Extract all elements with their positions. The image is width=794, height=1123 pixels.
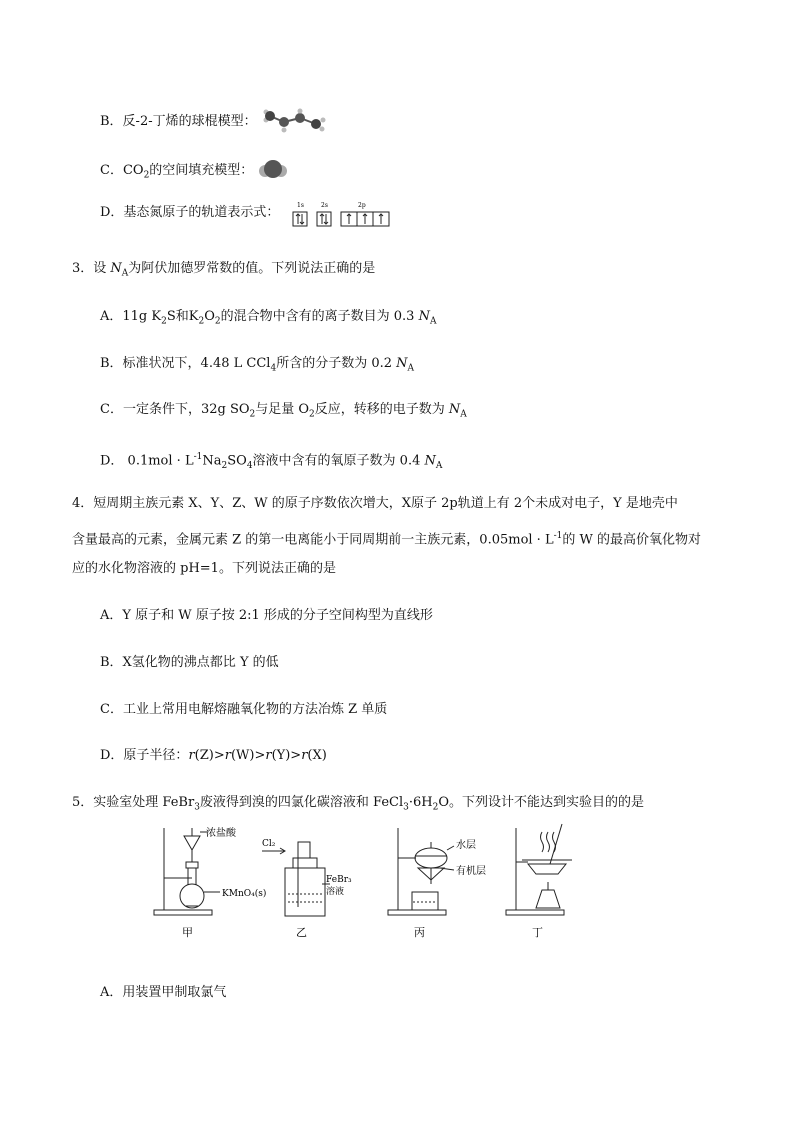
q4-stem-line-1: 4．短周期主族元素 X、Y、Z、W 的原子序数依次增大，X原子 2p轨道上有 2个未成对电子，Y 是地壳中 (72, 496, 678, 511)
label-yi: 乙 (296, 926, 307, 939)
q5-stem: 5．实验室处理 FeBr$_3$废液得到溴的四氯化碳溶液和 $FeCl_3\cdot 6H_2O$。下列设计不能达到实验目的的是 (72, 795, 645, 813)
orbital-diagram (290, 199, 390, 233)
space-filling-model-icon (258, 156, 288, 188)
q4-option-c: C．工业上常用电解熔融氧化物的方法冶炼 Z 单质 (100, 702, 388, 717)
label-bing: 丙 (414, 926, 425, 939)
label-cl2: Cl₂ (262, 839, 276, 849)
label-jia: 甲 (182, 926, 193, 939)
label-hcl: 浓盐酸 (206, 828, 236, 839)
q3-stem: 3．设 $N_A$为阿伏加德罗常数的值。下列说法正确的是 (72, 261, 376, 279)
q3-option-a: A．11g $K_2S$和$K_2O_2$的混合物中含有的离子数目为 0.3 $N_A$ (100, 309, 437, 327)
orbital-label-2s: 2s (321, 202, 328, 209)
q4-option-b: B．X氢化物的沸点都比 Y 的低 (100, 655, 279, 670)
q4-stem-line-3: 应的水化物溶液的 pH=1。下列说法正确的是 (72, 561, 336, 576)
label-organic-layer: 有机层 (456, 866, 486, 877)
ball-stick-model-icon (262, 108, 328, 138)
q4-option-d: D．原子半径：r(Z)>r(W)>r(Y)>r(X) (100, 748, 327, 763)
q3-option-d: D． $0.1mol \cdot L^{-1}Na_2SO_4$溶液中含有的氧原子数为 0.4 $N_A$ (100, 452, 443, 471)
q3-option-b: B．标准状况下，4.48 L CCl$_4$所含的分子数为 0.2 $N_A$ (100, 356, 415, 374)
label-solution: 溶液 (326, 887, 345, 897)
label-ding: 丁 (532, 926, 543, 939)
label-water-layer: 水层 (456, 840, 476, 851)
label-kmno4: KMnO₄(s) (222, 889, 267, 899)
q2-option-c: C．$CO_2$的空间填充模型： (100, 163, 254, 181)
q5-option-a: A．用装置甲制取氯气 (100, 985, 227, 1000)
orbital-label-2p: 2p (358, 202, 366, 209)
q2-option-d: D．基态氮原子的轨道表示式： (100, 205, 280, 220)
apparatus-figure (150, 822, 590, 946)
q4-option-a: A．Y 原子和 W 原子按 2:1 形成的分子空间构型为直线形 (100, 608, 433, 623)
label-febr3: FeBr₃ (326, 875, 352, 885)
q4-stem-line-2: 含量最高的元素，金属元素 Z 的第一电离能小于同周期前一主族元素，$0.05mol \cdot L^{-1}$的 W 的最高价氧化物对 (72, 531, 702, 548)
q3-option-c: C．一定条件下，32g $SO_2$与足量 $O_2$反应，转移的电子数为 $N_A$ (100, 402, 467, 420)
q2-option-b: B．反-2-丁烯的球棍模型： (100, 114, 257, 129)
orbital-label-1s: 1s (297, 202, 304, 209)
